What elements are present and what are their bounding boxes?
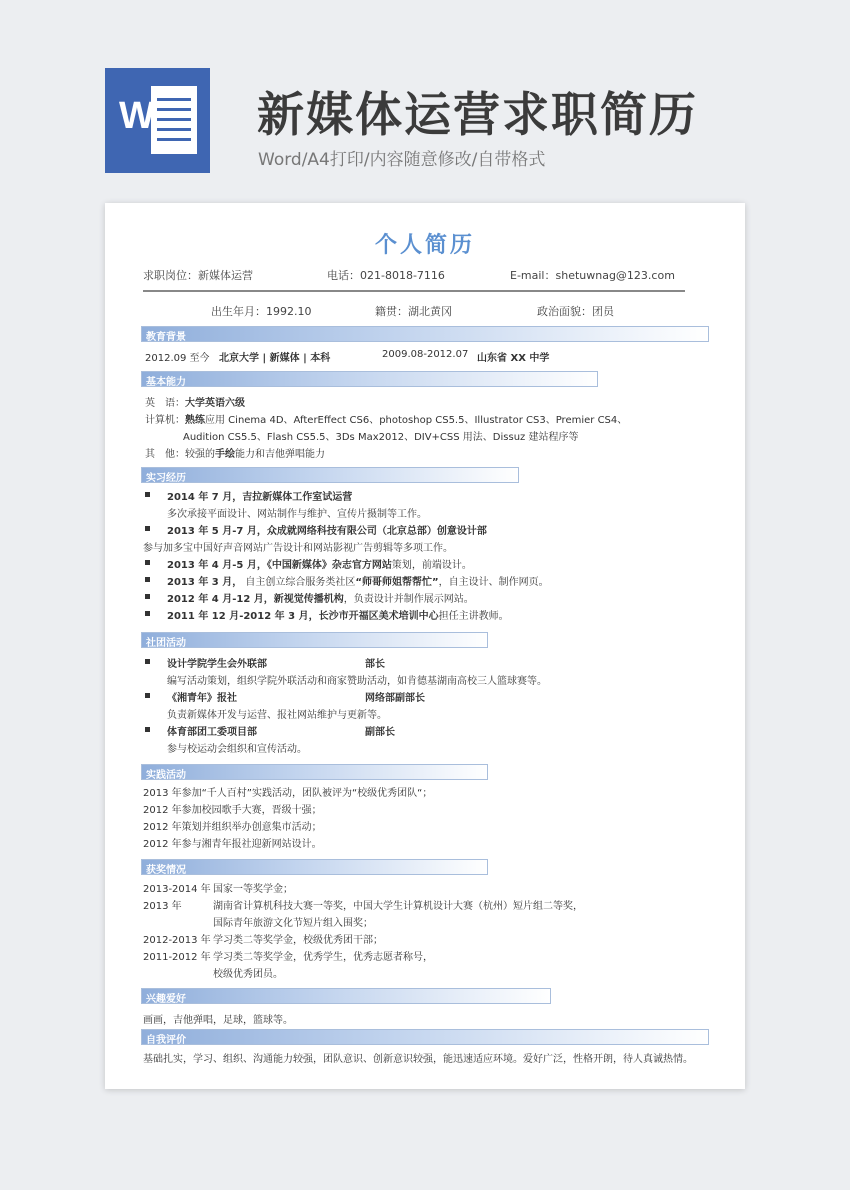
text-line-shape [157, 108, 191, 111]
bullet-icon [145, 659, 150, 664]
word-icon-letter: W [119, 95, 155, 137]
practice-item: 2012 年参加校园歌手大赛，晋级十强； [143, 805, 322, 816]
internship-desc: ，负责设计并制作展示网站。 [343, 594, 474, 605]
email: E-mail：shetuwnag@123.com [510, 269, 675, 282]
skill-label: 英 语： [145, 398, 185, 409]
internship-item [167, 556, 472, 571]
internship-item [167, 573, 549, 588]
bullet-icon [145, 560, 150, 565]
phone: 电话：021-8018-7116 [327, 269, 445, 282]
text-line-shape [157, 118, 191, 121]
award-year: 2012-2013 年 [143, 935, 211, 946]
award-year: 2013-2014 年 [143, 884, 211, 895]
section-header-skills: 基本能力 [141, 371, 598, 387]
internship-emphasis: “师哥师姐帮帮忙” [355, 577, 439, 588]
birth-date: 出生年月：1992.10 [211, 305, 312, 318]
bullet-icon [145, 611, 150, 616]
club-desc: 编写活动策划，组织学院外联活动和商家赞助活动，如肯德基湖南高校三人篮球赛等。 [167, 676, 547, 687]
hobbies-text: 画画，吉他弹唱，足球，篮球等。 [143, 1015, 293, 1026]
page-subtitle: Word/A4打印/内容随意修改/自带格式 [258, 150, 546, 170]
political-status: 政治面貌：团员 [537, 305, 614, 318]
internship-title: 2013 年 3 月， [167, 577, 243, 588]
internship-desc: 参与加多宝中国好声音网站广告设计和网站影视广告剪辑等多项工作。 [143, 543, 453, 554]
section-header-awards: 获奖情况 [141, 859, 488, 875]
award-text: 学习类二等奖学金，优秀学生，优秀志愿者称号， [213, 952, 433, 963]
award-text: 国际青年旅游文化节短片组入围奖； [213, 918, 373, 929]
skill-text: 较强的 [185, 449, 215, 460]
club-org: 《湘青年》报社 [167, 693, 237, 704]
divider [143, 290, 685, 292]
edu-period-1: 2012.09 至今 [145, 353, 210, 364]
skill-other [145, 445, 325, 460]
resume-document [105, 203, 745, 1089]
bullet-icon [145, 727, 150, 732]
section-header-practice: 实践活动 [141, 764, 488, 780]
practice-item: 2012 年参与湘青年报社迎新网站设计。 [143, 839, 322, 850]
skill-emphasis: 手绘 [215, 449, 235, 460]
skill-emphasis: 熟练 [185, 415, 205, 426]
edu-school-1: 北京大学 | 新媒体 | 本科 [219, 353, 331, 364]
text-line-shape [157, 138, 191, 141]
club-org: 设计学院学生会外联部 [167, 659, 267, 670]
bullet-icon [145, 594, 150, 599]
award-year: 2011-2012 年 [143, 952, 211, 963]
club-role: 副部长 [365, 727, 395, 738]
award-text: 学习类二等奖学金，校级优秀团干部； [213, 935, 383, 946]
internship-title: 2013 年 4 月-5 月，《中国新媒体》杂志官方网站 [167, 560, 392, 571]
bullet-icon [145, 526, 150, 531]
page-title: 新媒体运营求职简历 [257, 88, 698, 143]
internship-desc: ，自主设计、制作网页。 [438, 577, 549, 588]
club-org: 体育部团工委项目部 [167, 727, 257, 738]
internship-title: 2013 年 5 月-7 月，众成就网络科技有限公司（北京总部）创意设计部 [167, 526, 487, 537]
internship-title: 2012 年 4 月-12 月，新视觉传播机构 [167, 594, 344, 605]
practice-item: 2013 年参加“千人百村”实践活动，团队被评为“校级优秀团队“； [143, 788, 433, 799]
award-text: 国家一等奖学金； [213, 884, 293, 895]
native-place: 籍贯：湖北黄冈 [375, 305, 452, 318]
edu-period-2: 2009.08-2012.07 [382, 349, 469, 360]
internship-desc: 多次承接平面设计、网站制作与维护、宣传片摄制等工作。 [167, 509, 427, 520]
self-eval-text: 基础扎实，学习、组织、沟通能力较强，团队意识、创新意识较强，能迅速适应环境。爱好广泛，性格开朗，待人真诚热情。 [143, 1054, 693, 1065]
award-text: 校级优秀团员。 [213, 969, 283, 980]
skill-value: 大学英语六级 [185, 398, 245, 409]
bullet-icon [145, 577, 150, 582]
award-text: 湖南省计算机科技大赛一等奖，中国大学生计算机设计大赛（杭州）短片组二等奖， [213, 901, 583, 912]
internship-item [167, 590, 474, 605]
practice-item: 2012 年策划并组织举办创意集市活动； [143, 822, 322, 833]
skill-english [145, 394, 245, 409]
bullet-icon [145, 492, 150, 497]
skill-label: 计算机： [145, 415, 185, 426]
skill-computer-cont: Audition CS5.5、Flash CS5.5、3Ds Max2012、DIV+CSS 用法、Dissuz 建站程序等 [183, 432, 579, 443]
text-line-shape [157, 128, 191, 131]
internship-desc: 自主创立综合服务类社区 [245, 577, 356, 588]
section-header-internship: 实习经历 [141, 467, 519, 483]
internship-desc: 策划，前端设计。 [391, 560, 472, 571]
word-app-icon [105, 68, 210, 173]
section-header-education: 教育背景 [141, 326, 709, 342]
club-role: 网络部副部长 [365, 693, 425, 704]
bullet-icon [145, 693, 150, 698]
skill-text: 能力和吉他弹唱能力 [235, 449, 325, 460]
edu-school-2: 山东省 XX 中学 [477, 353, 550, 364]
skill-computer [145, 411, 627, 426]
club-desc: 参与校运动会组织和宣传活动。 [167, 744, 307, 755]
club-role: 部长 [365, 659, 385, 670]
internship-item [167, 607, 509, 622]
text-line-shape [157, 98, 191, 101]
skill-label: 其 他： [145, 449, 185, 460]
award-year: 2013 年 [143, 901, 182, 912]
job-position: 求职岗位：新媒体运营 [143, 269, 253, 282]
section-header-hobbies: 兴趣爱好 [141, 988, 551, 1004]
section-header-self-eval: 自我评价 [141, 1029, 709, 1045]
section-header-club: 社团活动 [141, 632, 488, 648]
resume-title: 个人简历 [374, 233, 475, 258]
club-desc: 负责新媒体开发与运营、报社网站维护与更新等。 [167, 710, 387, 721]
internship-desc: 担任主讲教师。 [438, 611, 509, 622]
internship-title: 2014 年 7 月，吉拉新媒体工作室试运营 [167, 492, 353, 503]
skill-value: 应用 Cinema 4D、AfterEffect CS6、photoshop CS5.5、Illustrator CS3、Premier CS4、 [205, 415, 628, 426]
internship-title: 2011 年 12 月-2012 年 3 月，长沙市开福区美术培训中心 [167, 611, 439, 622]
